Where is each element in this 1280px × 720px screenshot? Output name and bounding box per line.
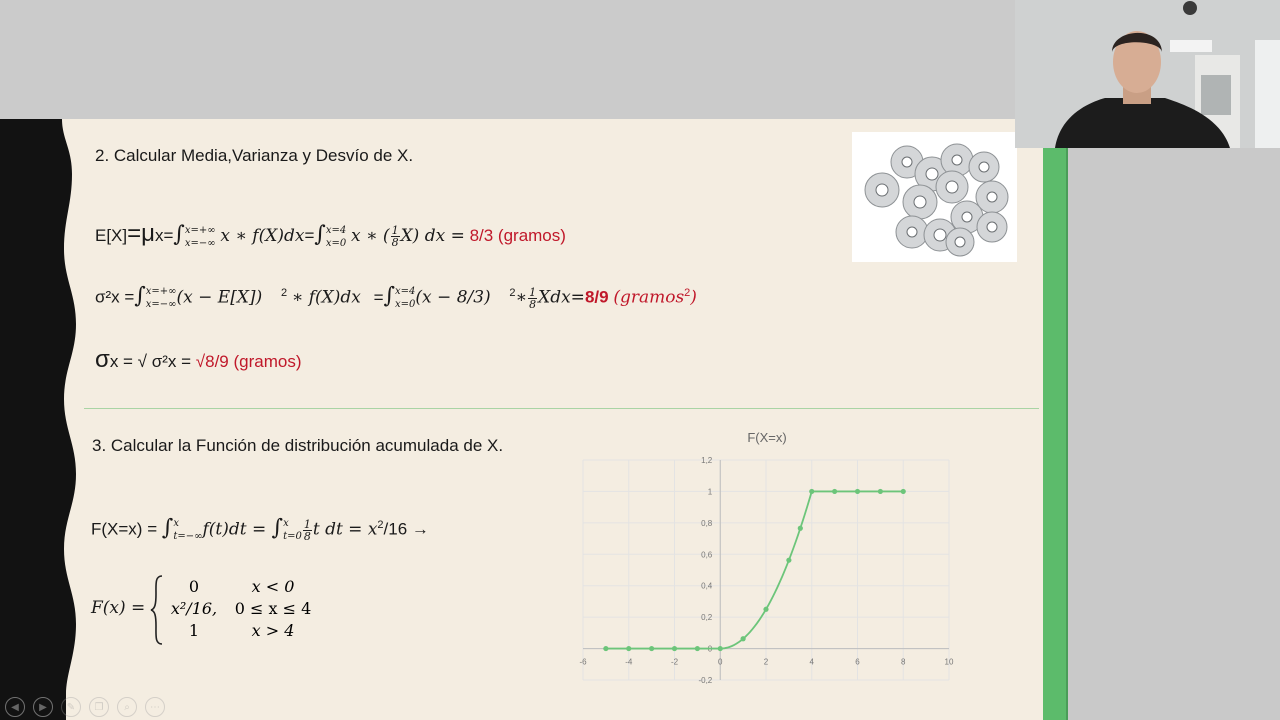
section-divider	[84, 408, 1039, 409]
piecewise-value: 1	[188, 621, 200, 640]
slide-left-border	[0, 119, 90, 720]
y-tick-label: 0	[707, 644, 713, 654]
presentation-nav	[5, 697, 165, 717]
chart-point	[832, 489, 837, 494]
mean-frac-num: 1	[391, 224, 399, 238]
std-sigma: σ	[95, 346, 110, 373]
y-tick-label: 0,6	[701, 550, 713, 560]
mean-mu-sub: x	[154, 226, 164, 245]
chart-point	[672, 646, 677, 651]
var-int1-tail: ∗ f(X)dx	[291, 287, 361, 308]
mean-int1-lower: x=−∞	[184, 237, 216, 249]
piecewise-rows	[160, 576, 318, 642]
top-bar	[0, 0, 1015, 119]
slide	[0, 119, 1043, 720]
x-tick-label: 4	[809, 657, 814, 667]
chart-point	[798, 526, 803, 531]
y-tick-label: 0,2	[701, 613, 713, 623]
var-result-pow: 2	[684, 287, 691, 299]
cdf-frac-num: 1	[303, 517, 311, 531]
mean-eq1: =	[163, 226, 174, 245]
mean-int2-body-b: X) dx =	[400, 226, 465, 246]
chart-point	[878, 489, 883, 494]
y-tick-label: 1,2	[701, 456, 713, 465]
piecewise-lhs	[91, 598, 145, 618]
chart-point	[649, 646, 654, 651]
var-result-b: (gramos	[613, 287, 685, 308]
piecewise-condition: x < 0	[251, 577, 295, 596]
right-gray-area	[1068, 148, 1280, 720]
piecewise-value: 0	[188, 577, 200, 596]
var-pow1: 2	[280, 287, 288, 299]
cdf-formula: F(X=x) = ∫ x t=−∞ f(t)dt = ∫ x t=0 $\frac{1}{8}$ t dt = $x^2/16$ →	[91, 515, 429, 543]
chart-point	[741, 636, 746, 641]
webcam-feed	[1015, 0, 1280, 148]
chart-point	[786, 558, 791, 563]
var-star: ∗	[515, 287, 528, 308]
mean-result: 8/3 (gramos)	[469, 226, 566, 245]
x-tick-label: -6	[579, 657, 587, 667]
var-int1-upper: x=+∞	[145, 286, 177, 298]
piecewise-condition: x > 4	[251, 621, 295, 640]
piecewise-row	[160, 576, 318, 598]
section2-title: 2. Calcular Media,Varianza y Desvío de X.	[95, 146, 414, 165]
cdf-pow: 2	[377, 519, 384, 531]
copy-icon[interactable]: ❐	[89, 697, 109, 717]
x-tick-label: -4	[625, 657, 633, 667]
cdf-int1-lower: t=−∞	[173, 531, 203, 543]
var-frac-den: 8	[529, 297, 537, 311]
var-int2-body: (x − 8/3)	[415, 287, 491, 308]
x-tick-label: 10	[944, 657, 954, 667]
chart-point	[901, 489, 906, 494]
cdf-int2-body: t dt = x	[312, 519, 378, 540]
green-accent-bar	[1043, 148, 1068, 720]
chart-point	[855, 489, 860, 494]
var-int1-lower: x=−∞	[145, 299, 177, 311]
y-tick-label: 0,4	[701, 581, 713, 591]
chart-point	[603, 646, 608, 651]
next-icon[interactable]: ▶	[33, 697, 53, 717]
mean-int1-upper: x=+∞	[184, 224, 216, 236]
presenter-video	[1015, 0, 1280, 148]
cdf-tail: /16 →	[383, 519, 429, 539]
chart-point	[763, 607, 768, 612]
cdf-frac-den: 8	[303, 529, 311, 543]
var-result-c: )	[690, 287, 697, 308]
mean-eq2: =	[304, 226, 315, 245]
chart-title: F(X=x)	[747, 430, 787, 445]
var-eq2: =	[373, 287, 384, 307]
x-tick-label: 6	[855, 657, 860, 667]
mean-int2-lower: x=0	[325, 237, 347, 249]
cdf-lhs: F(X=x) =	[91, 519, 162, 539]
var-int1-body: (x − E[X])	[176, 287, 263, 308]
cdf-int1-upper: x	[173, 518, 179, 530]
piecewise-value: x²/16,	[170, 599, 218, 618]
x-tick-label: 8	[901, 657, 906, 667]
prev-icon[interactable]: ◀	[5, 697, 25, 717]
chart-grid	[583, 460, 949, 680]
mean-int2-upper: x=4	[325, 224, 347, 236]
var-lhs: σ²x =	[95, 287, 135, 307]
washers-image	[852, 132, 1017, 262]
cdf-chart	[575, 424, 970, 694]
mean-mu: =μ	[127, 220, 155, 247]
var-pow2: 2	[509, 287, 516, 299]
chart-point	[695, 646, 700, 651]
y-tick-label: 1	[707, 487, 713, 497]
chart-point	[626, 646, 631, 651]
chart-series-line	[606, 491, 903, 648]
more-icon[interactable]: ⋯	[145, 697, 165, 717]
chart-tick-labels	[579, 456, 954, 685]
x-tick-label: -2	[670, 657, 679, 667]
var-int2-tail: Xdx=	[538, 287, 585, 308]
cdf-int2-upper: x	[283, 518, 289, 530]
var-int2-lower: x=0	[395, 299, 416, 311]
chart-point	[718, 646, 723, 651]
std-formula	[95, 341, 301, 381]
std-middle: = √ σ²x =	[118, 352, 196, 371]
y-tick-label: -0,2	[698, 676, 713, 685]
mean-int2-body-a: x ∗ (	[350, 226, 390, 246]
x-tick-label: 0	[718, 657, 723, 667]
var-frac-num: 1	[529, 285, 537, 299]
mean-formula: E[X]=μx=∫ x=+∞ x=−∞ x ∗ f(X)dx=∫ x=4 x=0 x ∗ ( $\frac{1}{8}$ X) dx = 8/3 (gramos)	[95, 220, 566, 250]
y-tick-label: 0,8	[701, 518, 713, 528]
cdf-int2-lower: t=0	[283, 531, 302, 543]
std-result: √8/9 (gramos)	[195, 352, 302, 371]
std-sigma-sub: x	[109, 352, 119, 371]
x-tick-label: 2	[763, 657, 769, 667]
piecewise-condition: 0 ≤ x ≤ 4	[234, 599, 312, 618]
piecewise-lhs-text: F(x) =	[91, 598, 146, 618]
section3-title: 3. Calcular la Función de distribución acumulada de X.	[92, 436, 504, 455]
piecewise-row	[160, 620, 318, 642]
mean-int1-body: x ∗ f(X)dx	[220, 226, 305, 246]
mean-lhs: E[X]	[95, 226, 128, 245]
cdf-int1-body: f(t)dt =	[202, 519, 272, 540]
pen-icon[interactable]: ✎	[61, 697, 81, 717]
chart-point	[809, 489, 814, 494]
variance-formula: σ²x =∫ x=+∞ x=−∞ (x − E[X]) $^2$ ∗ f(X)dx =∫ x=4 x=0 (x − 8/3) $^2$∗ $\frac{1}{8}$ Xdx=8/9 (gramos$^2$)	[95, 283, 697, 311]
piecewise-row	[160, 598, 318, 620]
var-int2-upper: x=4	[395, 286, 416, 298]
zoom-icon[interactable]: ⌕	[117, 697, 137, 717]
var-result-a: 8/9	[584, 287, 609, 307]
mean-frac-den: 8	[391, 236, 399, 250]
